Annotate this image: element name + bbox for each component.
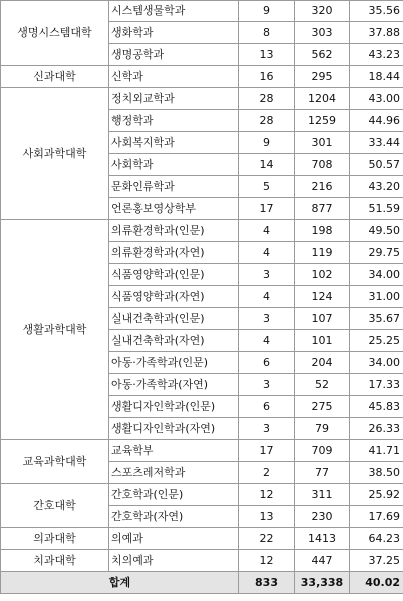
college-name: 생명시스템대학 xyxy=(1,1,109,66)
table-row xyxy=(1,88,403,110)
department-name: 실내건축학과(인문) xyxy=(109,308,239,330)
department-name: 식품영양학과(자연) xyxy=(109,286,239,308)
department-name: 의류환경학과(인문) xyxy=(109,220,239,242)
table-row xyxy=(1,528,403,550)
quota-cell: 2 xyxy=(239,462,295,484)
department-name: 사회학과 xyxy=(109,154,239,176)
total-label: 합계 xyxy=(1,572,239,594)
department-name: 교육학부 xyxy=(109,440,239,462)
applicants-cell: 562 xyxy=(295,44,350,66)
competition-rate-cell: 34.00 xyxy=(350,264,403,286)
quota-cell: 3 xyxy=(239,308,295,330)
competition-rate-cell: 41.71 xyxy=(350,440,403,462)
department-name: 아동·가족학과(자연) xyxy=(109,374,239,396)
quota-cell: 4 xyxy=(239,286,295,308)
college-name: 교육과학대학 xyxy=(1,440,109,484)
quota-cell: 4 xyxy=(239,220,295,242)
college-name: 간호대학 xyxy=(1,484,109,528)
department-name: 간호학과(자연) xyxy=(109,506,239,528)
quota-cell: 4 xyxy=(239,330,295,352)
quota-cell: 14 xyxy=(239,154,295,176)
applicants-cell: 101 xyxy=(295,330,350,352)
department-name: 생활디자인학과(자연) xyxy=(109,418,239,440)
department-name: 치의예과 xyxy=(109,550,239,572)
applicants-cell: 77 xyxy=(295,462,350,484)
total-applicants: 33,338 xyxy=(295,572,350,594)
department-name: 생화학과 xyxy=(109,22,239,44)
quota-cell: 13 xyxy=(239,506,295,528)
applicants-cell: 198 xyxy=(295,220,350,242)
applicants-cell: 204 xyxy=(295,352,350,374)
applicants-cell: 311 xyxy=(295,484,350,506)
applicants-cell: 1259 xyxy=(295,110,350,132)
college-name: 의과대학 xyxy=(1,528,109,550)
competition-rate-cell: 43.00 xyxy=(350,88,403,110)
competition-rate-cell: 43.23 xyxy=(350,44,403,66)
applicants-cell: 275 xyxy=(295,396,350,418)
quota-cell: 13 xyxy=(239,44,295,66)
competition-rate-cell: 64.23 xyxy=(350,528,403,550)
applicants-cell: 708 xyxy=(295,154,350,176)
competition-rate-cell: 17.33 xyxy=(350,374,403,396)
competition-rate-cell: 35.56 xyxy=(350,1,403,22)
applicants-cell: 877 xyxy=(295,198,350,220)
quota-cell: 4 xyxy=(239,242,295,264)
quota-cell: 6 xyxy=(239,352,295,374)
quota-cell: 17 xyxy=(239,198,295,220)
department-name: 정치외교학과 xyxy=(109,88,239,110)
quota-cell: 5 xyxy=(239,176,295,198)
competition-rate-cell: 37.88 xyxy=(350,22,403,44)
quota-cell: 9 xyxy=(239,132,295,154)
quota-cell: 22 xyxy=(239,528,295,550)
applicants-cell: 102 xyxy=(295,264,350,286)
department-name: 행정학과 xyxy=(109,110,239,132)
department-name: 언론홍보영상학부 xyxy=(109,198,239,220)
applicants-cell: 107 xyxy=(295,308,350,330)
college-name: 사회과학대학 xyxy=(1,88,109,220)
quota-cell: 6 xyxy=(239,396,295,418)
quota-cell: 3 xyxy=(239,264,295,286)
competition-rate-cell: 29.75 xyxy=(350,242,403,264)
competition-rate-cell: 33.44 xyxy=(350,132,403,154)
competition-rate-cell: 35.67 xyxy=(350,308,403,330)
competition-rate-cell: 45.83 xyxy=(350,396,403,418)
competition-rate-cell: 31.00 xyxy=(350,286,403,308)
total-rate: 40.02 xyxy=(350,572,403,594)
table-row xyxy=(1,484,403,506)
quota-cell: 28 xyxy=(239,88,295,110)
quota-cell: 8 xyxy=(239,22,295,44)
competition-rate-cell: 34.00 xyxy=(350,352,403,374)
table-row xyxy=(1,550,403,572)
applicants-cell: 320 xyxy=(295,1,350,22)
department-name: 의예과 xyxy=(109,528,239,550)
college-name: 치과대학 xyxy=(1,550,109,572)
department-name: 생활디자인학과(인문) xyxy=(109,396,239,418)
applicants-cell: 119 xyxy=(295,242,350,264)
applicants-cell: 301 xyxy=(295,132,350,154)
applicants-cell: 52 xyxy=(295,374,350,396)
quota-cell: 12 xyxy=(239,550,295,572)
department-name: 문화인류학과 xyxy=(109,176,239,198)
department-name: 식품영양학과(인문) xyxy=(109,264,239,286)
applicants-cell: 79 xyxy=(295,418,350,440)
competition-rate-cell: 49.50 xyxy=(350,220,403,242)
applicants-cell: 1204 xyxy=(295,88,350,110)
quota-cell: 3 xyxy=(239,374,295,396)
competition-rate-cell: 51.59 xyxy=(350,198,403,220)
applicants-cell: 124 xyxy=(295,286,350,308)
applicants-cell: 295 xyxy=(295,66,350,88)
applicants-cell: 216 xyxy=(295,176,350,198)
competition-rate-cell: 18.44 xyxy=(350,66,403,88)
applicants-cell: 709 xyxy=(295,440,350,462)
competition-rate-cell: 38.50 xyxy=(350,462,403,484)
college-name: 생활과학대학 xyxy=(1,220,109,440)
total-quota: 833 xyxy=(239,572,295,594)
table-row xyxy=(1,66,403,88)
quota-cell: 16 xyxy=(239,66,295,88)
competition-rate-cell: 25.92 xyxy=(350,484,403,506)
quota-cell: 17 xyxy=(239,440,295,462)
table-row xyxy=(1,220,403,242)
competition-rate-cell: 26.33 xyxy=(350,418,403,440)
department-name: 스포츠레저학과 xyxy=(109,462,239,484)
competition-rate-cell: 37.25 xyxy=(350,550,403,572)
department-name: 신학과 xyxy=(109,66,239,88)
quota-cell: 12 xyxy=(239,484,295,506)
competition-rate-cell: 17.69 xyxy=(350,506,403,528)
department-name: 시스템생물학과 xyxy=(109,1,239,22)
table-row xyxy=(1,1,403,22)
competition-rate-cell: 44.96 xyxy=(350,110,403,132)
department-name: 의류환경학과(자연) xyxy=(109,242,239,264)
department-name: 사회복지학과 xyxy=(109,132,239,154)
applicants-cell: 1413 xyxy=(295,528,350,550)
applicants-cell: 447 xyxy=(295,550,350,572)
quota-cell: 3 xyxy=(239,418,295,440)
competition-rate-cell: 25.25 xyxy=(350,330,403,352)
college-name: 신과대학 xyxy=(1,66,109,88)
applicants-cell: 230 xyxy=(295,506,350,528)
competition-rate-cell: 43.20 xyxy=(350,176,403,198)
department-name: 간호학과(인문) xyxy=(109,484,239,506)
competition-rate-cell: 50.57 xyxy=(350,154,403,176)
total-row xyxy=(1,572,403,594)
department-name: 아동·가족학과(인문) xyxy=(109,352,239,374)
quota-cell: 9 xyxy=(239,1,295,22)
department-name: 실내건축학과(자연) xyxy=(109,330,239,352)
applicants-cell: 303 xyxy=(295,22,350,44)
quota-cell: 28 xyxy=(239,110,295,132)
table-body xyxy=(1,1,403,594)
department-name: 생명공학과 xyxy=(109,44,239,66)
table-row xyxy=(1,440,403,462)
